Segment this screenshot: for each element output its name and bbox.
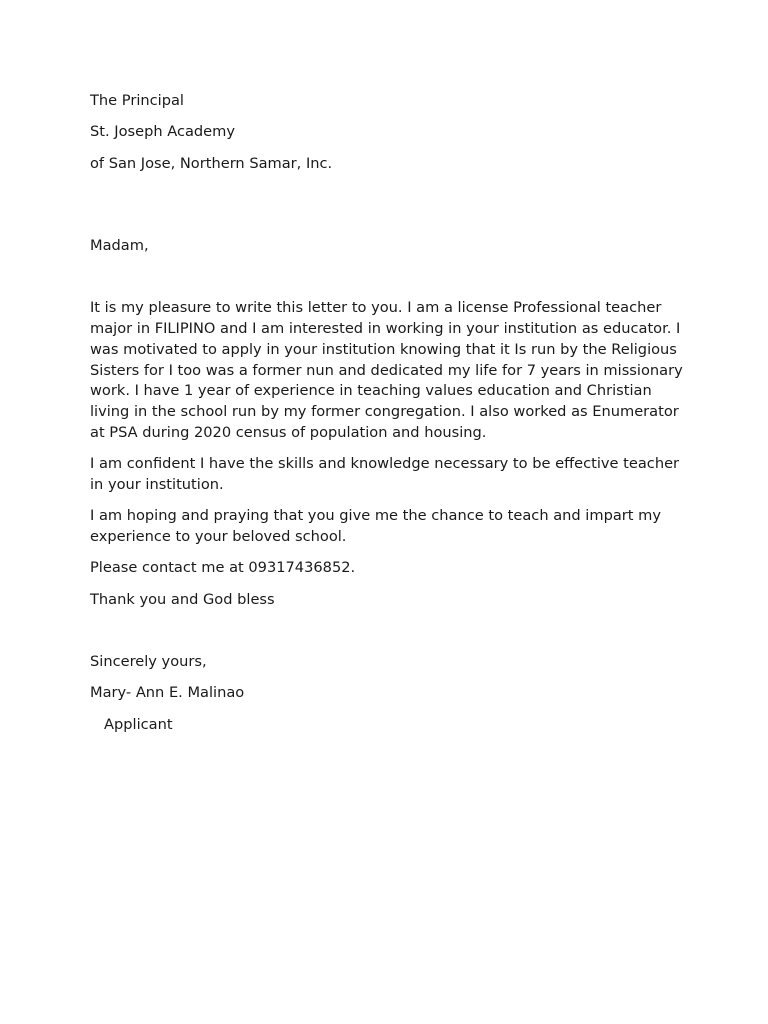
recipient-address <box>90 91 690 174</box>
body-paragraph-intro: It is my pleasure to write this letter to you. I am a license Professional teacher major in FILIPINO and I am interested in working in your institution as educator. I was motivated to apply in your institution knowing that it Is run by the Religious Sisters for I too was a former nun and dedicated my life for 7 years in missionary work. I have 1 year of experience in teaching values education and Christian living in the school run by my former congregation. I also worked as Enumerator at PSA during 2020 census of population and housing. <box>90 299 683 441</box>
body-paragraph-contact: Please contact me at 09317436852. <box>90 559 356 577</box>
salutation: Madam, <box>90 237 149 255</box>
body-paragraph-confidence: I am confident I have the skills and knowledge necessary to be effective teacher in your institution. <box>90 455 680 494</box>
letter-page <box>90 91 690 735</box>
recipient-title: The Principal <box>90 92 184 109</box>
letter-body <box>90 298 690 610</box>
signer-name: Mary- Ann E. Malinao <box>90 684 245 702</box>
valediction: Sincerely yours, <box>90 653 207 671</box>
signer-title: Applicant <box>104 715 173 733</box>
letter-closing <box>90 652 690 735</box>
body-paragraph-thanks: Thank you and God bless <box>90 590 275 608</box>
recipient-school: St. Joseph Academy <box>90 123 236 141</box>
recipient-location: of San Jose, Northern Samar, Inc. <box>90 154 333 172</box>
body-paragraph-hope: I am hoping and praying that you give me the chance to teach and impart my experience to your beloved school. <box>90 507 661 546</box>
